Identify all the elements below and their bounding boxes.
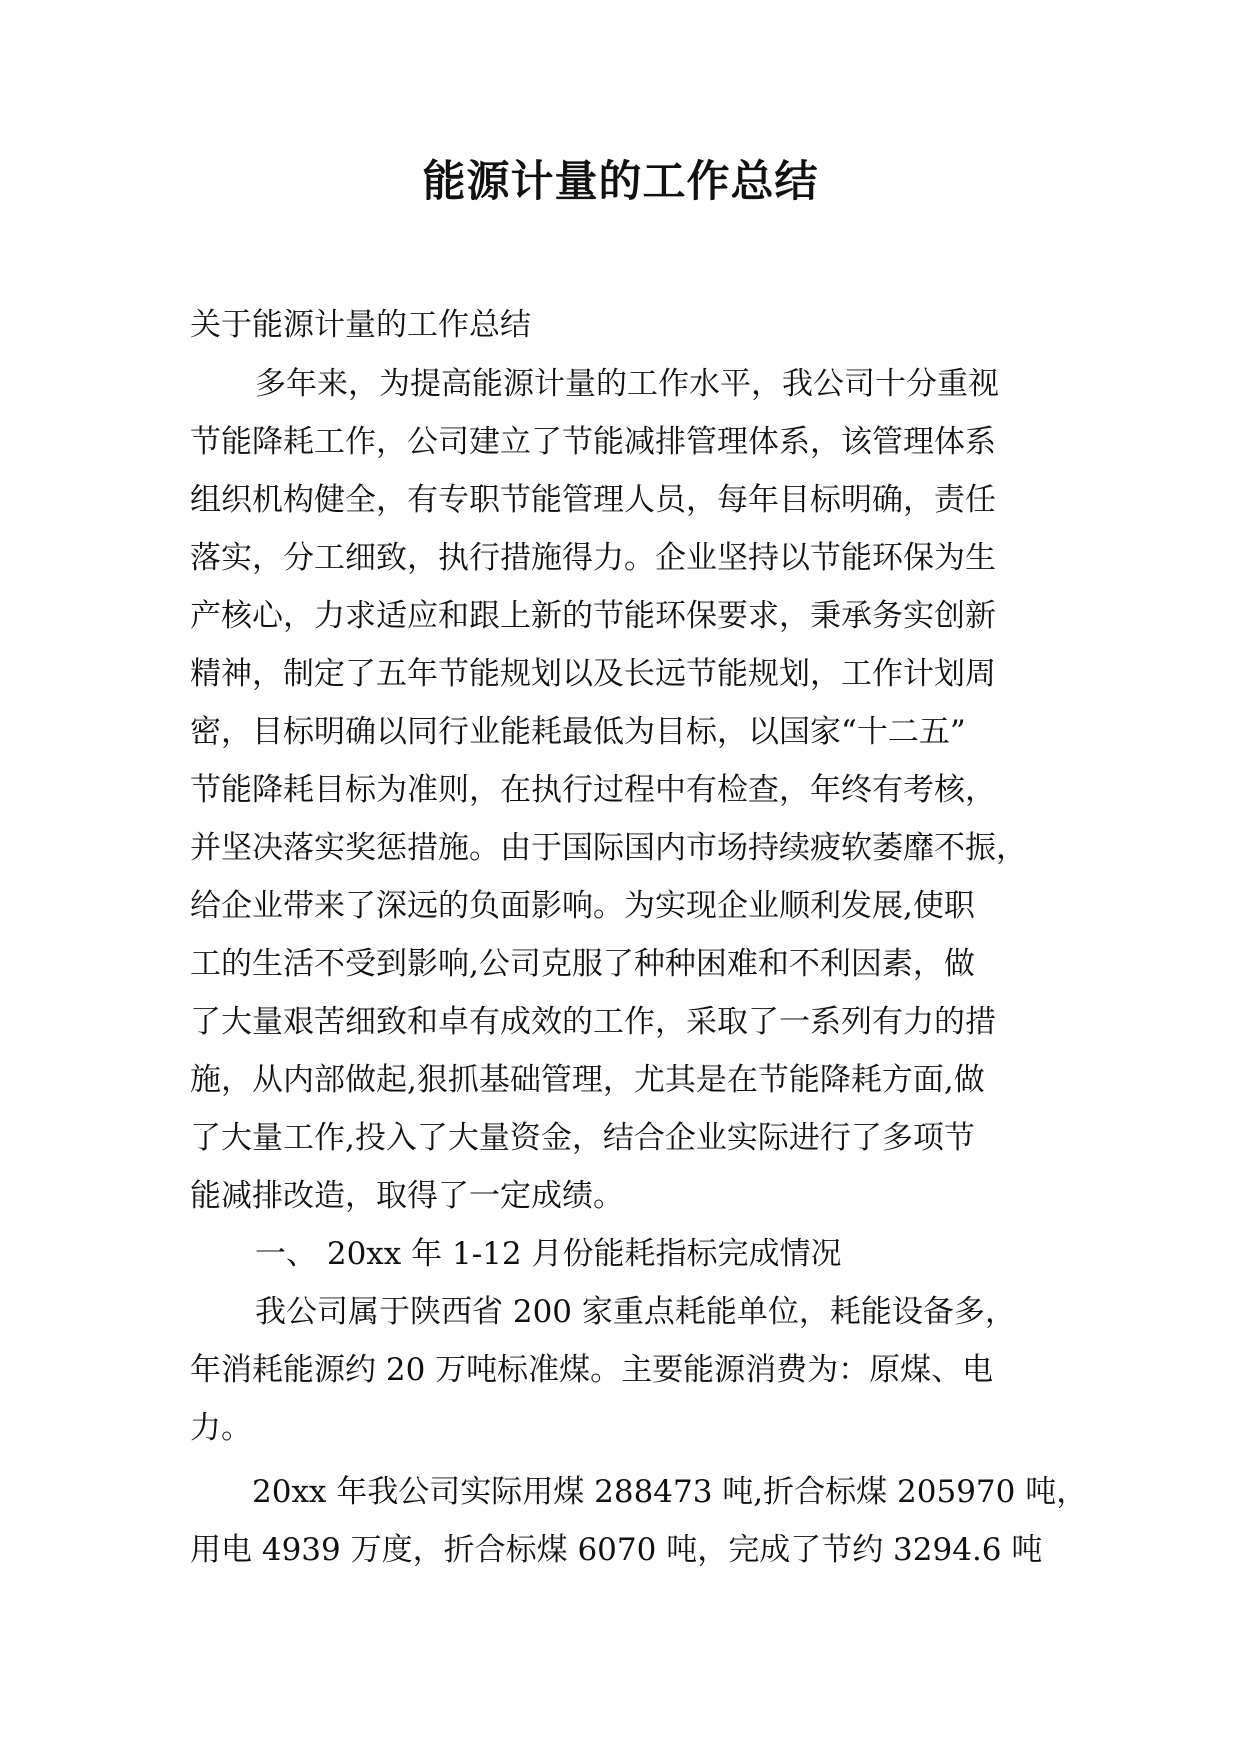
paragraph-line: 了大量工作,投入了大量资金，结合企业实际进行了多项节: [190, 1120, 975, 1156]
paragraph-line: 节能降耗目标为准则，在执行过程中有检查，年终有考核，: [190, 772, 996, 808]
paragraph-line: 组织机构健全，有专职节能管理人员，每年目标明确，责任: [190, 482, 996, 518]
paragraph-line: 20xx 年我公司实际用煤 288473 吨,折合标煤 205970 吨，: [252, 1474, 1088, 1510]
paragraph-line: 节能降耗工作，公司建立了节能减排管理体系，该管理体系: [190, 424, 996, 460]
paragraph-line: 施，从内部做起,狠抓基础管理，尤其是在节能降耗方面,做: [190, 1062, 985, 1098]
paragraph-line: 了大量艰苦细致和卓有成效的工作，采取了一系列有力的措: [190, 1004, 996, 1040]
paragraph-line: 能减排改造，取得了一定成绩。: [190, 1178, 624, 1214]
paragraph-line: 我公司属于陕西省 200 家重点耗能单位，耗能设备多，: [255, 1294, 1016, 1330]
paragraph-line: 年消耗能源约 20 万吨标准煤。主要能源消费为：原煤、电: [190, 1352, 994, 1388]
paragraph-line: 并坚决落实奖惩措施。由于国际国内市场持续疲软萎靡不振，: [190, 830, 1027, 866]
paragraph-line: 用电 4939 万度，折合标煤 6070 吨，完成了节约 3294.6 吨: [190, 1532, 1043, 1568]
paragraph-line: 工的生活不受到影响,公司克服了种种困难和不利因素，做: [190, 946, 975, 982]
paragraph-line: 多年来，为提高能源计量的工作水平，我公司十分重视: [255, 366, 999, 402]
paragraph-line: 精神，制定了五年节能规划以及长远节能规划，工作计划周: [190, 656, 996, 692]
paragraph-line: 产核心，力求适应和跟上新的节能环保要求，秉承务实创新: [190, 598, 996, 634]
paragraph-line: 给企业带来了深远的负面影响。为实现企业顺利发展,使职: [190, 888, 975, 924]
paragraph-line: 密，目标明确以同行业能耗最低为目标，以国家“十二五”: [190, 714, 966, 750]
paragraph-line: 力。: [190, 1410, 252, 1446]
section-heading: 一、 20xx 年 1-12 月份能耗指标完成情况: [255, 1236, 842, 1272]
paragraph-line: 关于能源计量的工作总结: [190, 307, 531, 343]
paragraph-line: 落实，分工细致，执行措施得力。企业坚持以节能环保为生: [190, 540, 996, 576]
document-title: 能源计量的工作总结: [422, 157, 819, 207]
